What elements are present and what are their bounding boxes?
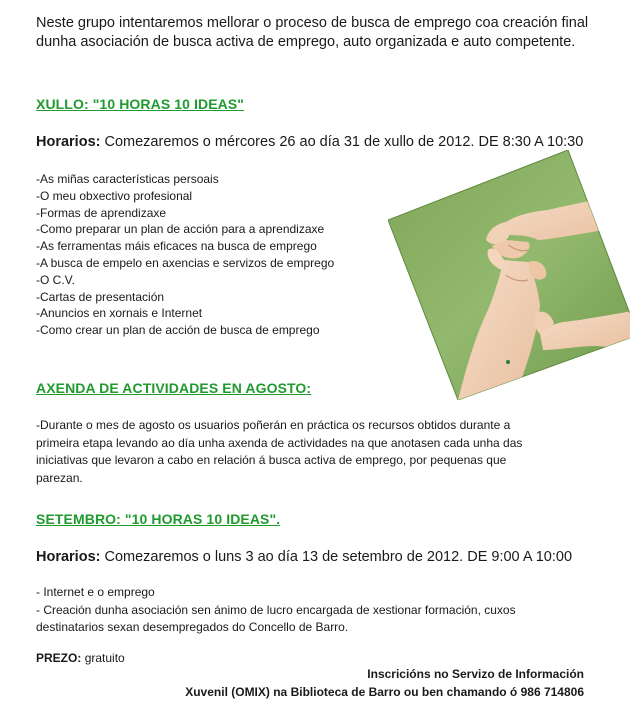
list-item: -Cartas de presentación [36,289,165,304]
horarios-july [36,133,583,151]
september-topic-list [36,584,556,637]
heading-september: SETEMBRO: "10 HORAS 10 IDEAS". [36,511,281,527]
footer-line-2: Xuvenil (OMIX) na Biblioteca de Barro ou ben chamando ó 986 714806 [185,685,584,699]
footer-registration [185,665,584,701]
list-item: -As ferramentas máis eficaces na busca de emprego [36,239,317,254]
heading-july: XULLO: "10 HORAS 10 IDEAS" [36,96,245,112]
hands-photo [388,150,630,400]
list-item: -As miñas características persoais [36,172,219,186]
horarios-july-label: Horarios: [36,134,101,150]
prezo-value: gratuito [84,651,125,665]
list-item: -Como preparar un plan de acción para a aprendizaxe [36,222,325,237]
list-item: - Internet e o emprego [36,585,155,599]
list-item: -Formas de aprendizaxe [36,205,167,220]
footer-line-1: Inscricións no Servizo de Información [367,667,584,681]
horarios-september-label: Horarios: [36,549,101,565]
list-item: -O C.V. [36,272,75,287]
hands-photo-icon [388,150,630,400]
horarios-july-text: Comezaremos o mércores 26 ao día 31 de xullo de 2012. DE 8:30 A 10:30 [104,134,584,150]
july-topic-list [36,171,334,339]
list-item: -Como crear un plan de acción de busca de emprego [36,323,320,338]
prezo-label: PREZO: [36,651,82,665]
horarios-september-text: Comezaremos o luns 3 ao día 13 de setembro de 2012. DE 9:00 A 10:00 [104,549,573,565]
horarios-september [36,548,572,566]
list-item: -A busca de empelo en axencias e servizos de emprego [36,255,335,270]
prezo [36,651,125,665]
list-item: - Creación dunha asociación sen ánimo de lucro encargada de xestionar formación, cuxos destinatarios sexan desempregados do Concello de Barro. [36,602,516,634]
intro-text: Neste grupo intentaremos mellorar o proceso de busca de emprego coa creación final dunha asociación de busca activa de emprego, auto organizada e auto competente. [36,15,589,50]
august-text: -Durante o mes de agosto os usuarios poñerán en práctica os recursos obtidos durante a primeira etapa levando ao día unha axenda de actividades na que anotasen cada unha das iniciativas que levaron a cabo en relación á busca activa de emprego, por pequenas que parezan. [36,418,523,485]
heading-august: AXENDA DE ACTIVIDADES EN AGOSTO: [36,380,312,396]
list-item: -O meu obxectivo profesional [36,188,193,203]
list-item: -Anuncios en xornais e Internet [36,306,203,321]
